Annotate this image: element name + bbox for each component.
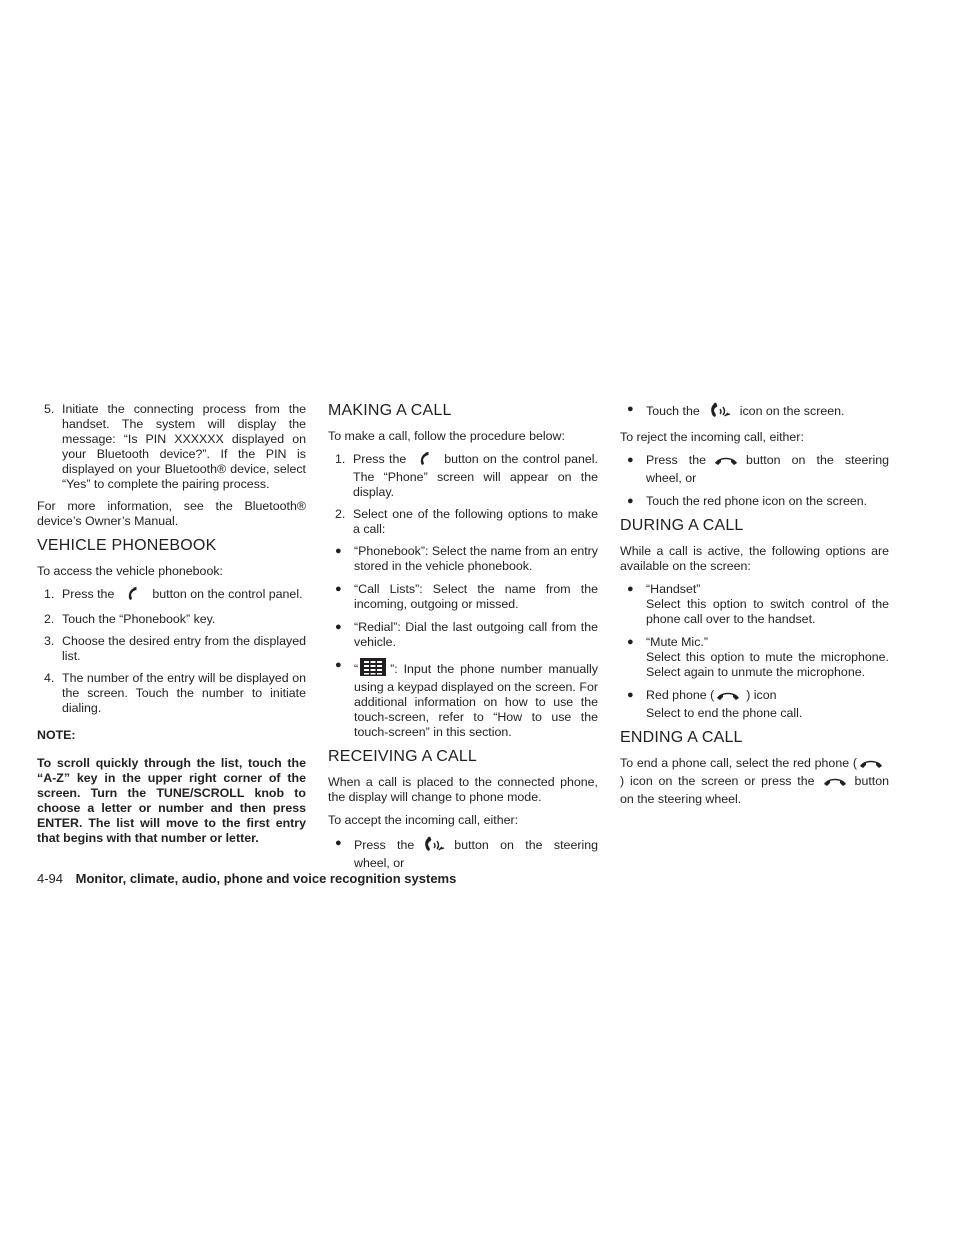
making-steps	[328, 452, 598, 537]
during-options	[620, 582, 889, 721]
step-number: 2.	[335, 507, 346, 521]
chapter-title: Monitor, climate, audio, phone and voice recognition systems	[75, 871, 457, 886]
option-text: button on the steering wheel, or	[354, 838, 598, 870]
heading-receiving-a-call: RECEIVING A CALL	[328, 748, 478, 765]
option-text: icon on the screen.	[739, 404, 845, 418]
note-heading: NOTE:	[37, 728, 76, 742]
step-text: Press the	[353, 452, 407, 466]
step-text: Initiate the connecting process from the handset. The system will display the message: “Is PIN XXXXXX displayed on your Bluetooth device?”. If the PIN is displayed on your Bluetooth® device, select “Yes” to complete the pairing process.	[62, 402, 306, 491]
step-number: 5.	[44, 402, 55, 416]
column-middle	[328, 402, 598, 879]
making-step-1	[328, 452, 598, 500]
heading-vehicle-phonebook: VEHICLE PHONEBOOK	[37, 537, 217, 554]
phone-talk-icon	[708, 402, 732, 422]
step-text: Touch the “Phonebook” key.	[62, 612, 216, 626]
step-number: 4.	[44, 671, 55, 685]
option-keypad	[328, 658, 598, 740]
step-number: 3.	[44, 634, 55, 648]
option-call-lists	[328, 582, 598, 612]
bullet: ●	[335, 621, 342, 633]
page-number: 4-94	[37, 871, 64, 886]
making-options	[328, 544, 598, 740]
option-text: Touch the red phone icon on the screen.	[646, 494, 868, 508]
phone-hangup-icon	[716, 690, 740, 706]
step-number: 1.	[335, 452, 346, 466]
heading-making-a-call: MAKING A CALL	[328, 402, 452, 419]
option-description: Select to end the phone call.	[646, 706, 803, 720]
step-text: Choose the desired entry from the displayed list.	[62, 634, 306, 663]
option-phonebook	[328, 544, 598, 574]
bullet: ●	[627, 403, 634, 415]
option-description: Select this option to switch control of the phone call over to the handset.	[646, 597, 889, 626]
heading-during-a-call: DURING A CALL	[620, 517, 744, 534]
phonebook-step-1	[37, 587, 306, 605]
step-text: Select one of the following options to make a call:	[353, 507, 598, 536]
bullet: ●	[627, 454, 634, 466]
heading-ending-a-call: ENDING A CALL	[620, 729, 743, 746]
phonebook-intro: To access the vehicle phonebook:	[37, 564, 223, 578]
making-intro: To make a call, follow the procedure below:	[328, 429, 565, 443]
step-number: 1.	[44, 587, 55, 601]
phone-handset-icon	[414, 452, 436, 470]
reject-press	[620, 453, 889, 486]
option-text: ) icon	[746, 688, 777, 702]
step-text: Press the	[62, 587, 115, 601]
phone-hangup-icon	[823, 776, 847, 792]
bullet: ●	[335, 837, 342, 849]
column-left	[37, 402, 306, 846]
reject-touch	[620, 494, 889, 509]
option-description: Select this option to mute the microphone. Select again to unmute the microphone.	[646, 650, 889, 679]
reject-intro: To reject the incoming call, either:	[620, 430, 804, 444]
step-text: button on the control panel. The “Phone” screen will appear on the display.	[353, 452, 598, 499]
ending-text: ) icon on the screen or press the	[620, 774, 815, 788]
page-footer	[37, 871, 456, 886]
option-text: “Phonebook”: Select the name from an entry stored in the vehicle phonebook.	[354, 544, 598, 573]
option-mute-mic	[620, 635, 889, 680]
step-5	[37, 402, 306, 492]
accept-intro: To accept the incoming call, either:	[328, 813, 519, 827]
phone-hangup-icon	[859, 758, 883, 774]
option-text: “Redial”: Dial the last outgoing call from the vehicle.	[354, 620, 598, 649]
more-info-paragraph: For more information, see the Bluetooth® device’s Owner’s Manual.	[37, 499, 306, 528]
reject-options	[620, 453, 889, 509]
bullet: ●	[335, 659, 342, 671]
ending-text: button on the steering wheel.	[620, 774, 889, 806]
phone-talk-icon	[422, 836, 446, 856]
accept-touch	[620, 402, 889, 422]
option-text: Press the	[354, 838, 415, 852]
phone-handset-icon	[122, 587, 144, 605]
option-text: Red phone (	[646, 688, 715, 702]
note-body: To scroll quickly through the list, touch the “A-Z” key in the upper right corner of the screen. Turn the TUNE/SCROLL knob to choose a letter or number and then press ENTER. The list will move to the first entry that begins with that number or letter.	[37, 756, 306, 845]
option-text: Touch the	[646, 404, 700, 418]
option-redial	[328, 620, 598, 650]
keypad-icon	[360, 658, 386, 680]
phonebook-steps	[37, 587, 306, 716]
bullet: ●	[627, 495, 634, 507]
option-title	[646, 688, 889, 706]
bullet: ●	[627, 583, 634, 595]
phonebook-step-4	[37, 671, 306, 716]
ending-paragraph	[620, 756, 889, 807]
option-text: “	[354, 662, 359, 676]
column-right	[620, 402, 889, 815]
step-number: 2.	[44, 612, 55, 626]
phonebook-step-3	[37, 634, 306, 664]
option-title: “Mute Mic.”	[646, 635, 708, 649]
accept-options	[328, 836, 598, 871]
option-text: button on the steering wheel, or	[646, 453, 889, 485]
bullet: ●	[335, 583, 342, 595]
option-text: “Call Lists”: Select the name from the incoming, outgoing or missed.	[354, 582, 598, 611]
ending-text: To end a phone call, select the red phone (	[620, 756, 857, 770]
option-text: Press the	[646, 453, 707, 467]
option-red-phone	[620, 688, 889, 721]
accept-options-continued	[620, 402, 889, 422]
pairing-steps	[37, 402, 306, 492]
step-text: The number of the entry will be displayed on the screen. Touch the number to initiate dialing.	[62, 671, 306, 715]
option-text: ”: Input the phone number manually using a keypad displayed on the screen. For additional information on how to use the touch-screen, refer to “How to use the touch-screen” in this section.	[354, 662, 598, 739]
phonebook-step-2	[37, 612, 306, 627]
bullet: ●	[335, 545, 342, 557]
bullet: ●	[627, 689, 634, 701]
phone-hangup-icon	[714, 455, 738, 471]
option-title: “Handset”	[646, 582, 701, 596]
making-step-2	[328, 507, 598, 537]
receiving-intro: When a call is placed to the connected phone, the display will change to phone mode.	[328, 775, 598, 804]
step-text: button on the control panel.	[152, 587, 303, 601]
during-intro: While a call is active, the following options are available on the screen:	[620, 544, 889, 573]
option-handset	[620, 582, 889, 627]
bullet: ●	[627, 636, 634, 648]
accept-press	[328, 836, 598, 871]
